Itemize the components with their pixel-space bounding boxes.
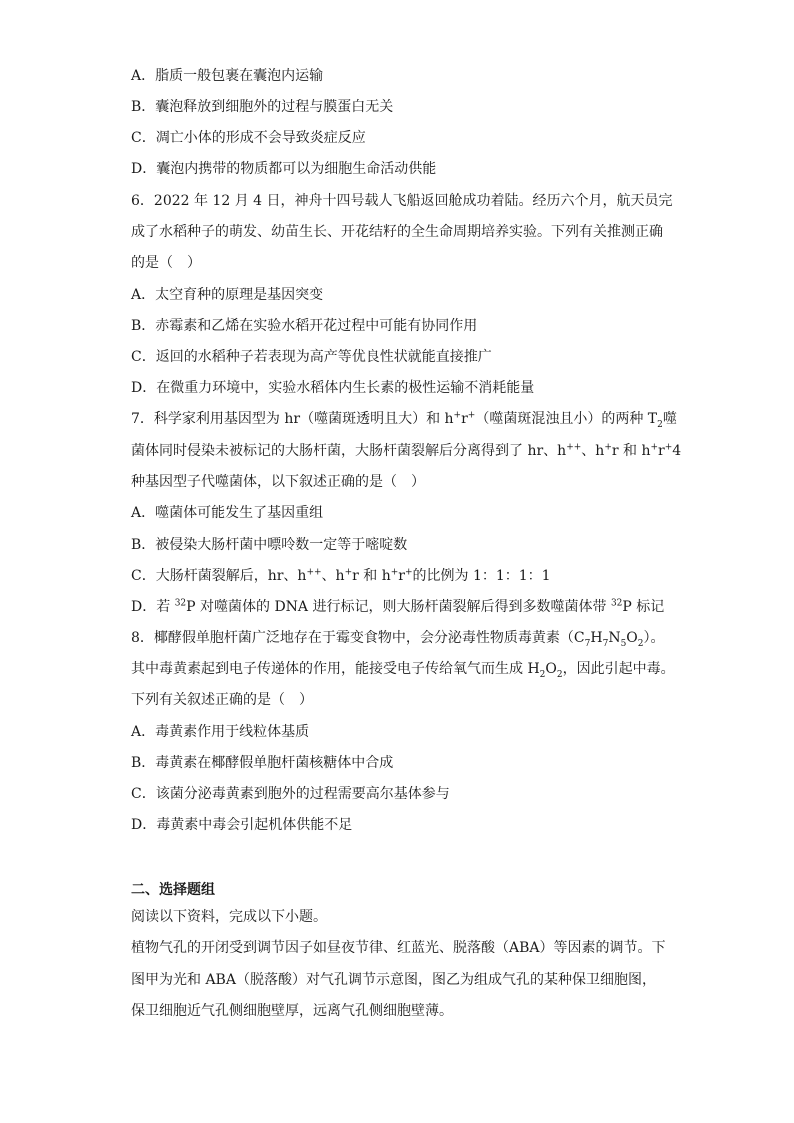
q7-stem-text: （噬菌斑混浊且小）的两种 T	[475, 411, 658, 427]
superscript: 32	[610, 598, 623, 609]
q7-option-c-text: 的比例为 1：1：1：1	[412, 568, 551, 584]
q7-stem-text: 4	[672, 443, 682, 459]
q8-option-d: D．毒黄素中毒会引起机体供能不足	[131, 817, 353, 833]
subscript: 7	[602, 638, 609, 649]
section-intro: 阅读以下资料，完成以下小题。	[131, 909, 327, 925]
q6-option-c: C．返回的水稻种子若表现为高产等优良性状就能直接推广	[131, 349, 492, 365]
q7-stem-line-2	[131, 441, 681, 461]
superscript: +	[650, 442, 659, 453]
q8-option-a: A．毒黄素作用于线粒体基质	[131, 724, 310, 740]
superscript: +	[306, 567, 314, 578]
q7-option-b: B．被侵染大肠杆菌中嘌呤数一定等于嘧啶数	[131, 537, 408, 553]
q7-option-d-text: P 标记	[622, 599, 665, 615]
q7-stem-text: 菌体同时侵染未被标记的大肠杆菌，大肠杆菌裂解后分离得到了 hr、h	[131, 443, 567, 459]
superscript: +	[573, 442, 582, 453]
q8-stem-text: ）。	[643, 630, 665, 646]
q7-option-c-text: C．大肠杆菌裂解后，hr、h	[131, 568, 307, 584]
q6-option-a: A．太空育种的原理是基因突变	[131, 287, 324, 303]
superscript: 32	[174, 598, 187, 609]
q7-stem-line-3: 种基因型子代噬菌体，以下叙述正确的是（ ）	[131, 474, 425, 490]
superscript: +	[313, 567, 322, 578]
superscript: +	[390, 567, 399, 578]
q8-stem-text: N	[608, 630, 621, 646]
q7-stem-text: r	[461, 411, 468, 427]
q7-option-d-text: P 对噬菌体的 DNA 进行标记，则大肠杆菌裂解后得到多数噬菌体带	[186, 599, 611, 615]
q5-option-b: B．囊泡释放到细胞外的过程与膜蛋白无关	[131, 99, 394, 115]
q8-stem-text: O	[626, 630, 638, 646]
q8-stem-line-3: 下列有关叙述正确的是（ ）	[131, 692, 313, 708]
q7-option-d	[131, 597, 664, 617]
q5-option-c: C．凋亡小体的形成不会导致炎症反应	[131, 130, 366, 146]
subscript: 2	[637, 638, 644, 649]
superscript: +	[604, 442, 612, 453]
superscript: +	[566, 442, 574, 453]
q7-stem-line-1	[131, 409, 677, 429]
superscript: +	[467, 410, 476, 421]
q8-stem-line-2	[131, 659, 675, 679]
q5-option-a: A．脂质一般包裹在囊泡内运输	[131, 68, 324, 84]
q8-stem-text: ，因此引起中毒。	[562, 661, 675, 677]
q8-stem-text: H	[590, 630, 603, 646]
section-title: 二、选择题组	[131, 882, 215, 898]
passage-line-2: 图甲为光和 ABA（脱落酸）对气孔调节示意图，图乙为组成气孔的某种保卫细胞图，	[131, 972, 656, 988]
q7-option-d-text: D．若	[131, 599, 175, 615]
q5-option-d: D．囊泡内携带的物质都可以为细胞生命活动供能	[131, 161, 437, 177]
subscript: 7	[584, 638, 591, 649]
q6-option-b: B．赤霉素和乙烯在实验水稻开花过程中可能有协同作用	[131, 318, 478, 334]
q6-stem-line-2: 成了水稻种子的萌发、幼苗生长、开花结籽的全生命周期培养实验。下列有关推测正确	[131, 224, 663, 240]
superscript: +	[404, 567, 413, 578]
q7-stem-text: r	[658, 443, 665, 459]
q8-stem-text: 其中毒黄素起到电子传递体的作用，能接受电子传给氧气而生成 H	[131, 661, 540, 677]
subscript: 2	[556, 669, 563, 680]
q8-option-c: C．该菌分泌毒黄素到胞外的过程需要高尔基体参与	[131, 786, 450, 802]
q8-option-b: B．毒黄素在椰酵假单胞杆菌核糖体中合成	[131, 755, 394, 771]
passage-line-1: 植物气孔的开闭受到调节因子如昼夜节律、红蓝光、脱落酸（ABA）等因素的调节。下	[131, 940, 666, 956]
superscript: +	[344, 567, 353, 578]
q7-option-c-text: 、h	[321, 568, 345, 584]
q8-stem-line-1	[131, 628, 665, 648]
passage-line-3: 保卫细胞近气孔侧细胞壁厚，远离气孔侧细胞壁薄。	[131, 1003, 453, 1019]
q7-option-c	[131, 566, 551, 586]
subscript: 2	[539, 669, 546, 680]
q7-option-c-text: r 和 h	[352, 568, 391, 584]
q7-stem-text: 噬	[662, 411, 677, 427]
q7-stem-text: 7．科学家利用基因型为 hr（噬菌斑透明且大）和 h	[131, 411, 454, 427]
subscript: 5	[620, 638, 627, 649]
q6-stem-line-1: 6．2022 年 12 月 4 日，神舟十四号载人飞船返回舱成功着陆。经历六个月，航天员完	[131, 193, 673, 209]
superscript: +	[453, 410, 462, 421]
q7-stem-text: 、h	[581, 443, 605, 459]
q8-stem-text: 8．椰酵假单胞杆菌广泛地存在于霉变食物中，会分泌毒性物质毒黄素（C	[131, 630, 585, 646]
superscript: +	[664, 442, 673, 453]
q7-option-c-text: r	[398, 568, 405, 584]
q7-option-a: A．噬菌体可能发生了基因重组	[131, 505, 324, 521]
q8-stem-text: O	[545, 661, 557, 677]
q7-stem-text: r 和 h	[611, 443, 651, 459]
q6-stem-line-3: 的是（ ）	[131, 255, 201, 271]
q6-option-d: D．在微重力环境中，实验水稻体内生长素的极性运输不消耗能量	[131, 380, 535, 396]
subscript: 2	[657, 419, 663, 430]
